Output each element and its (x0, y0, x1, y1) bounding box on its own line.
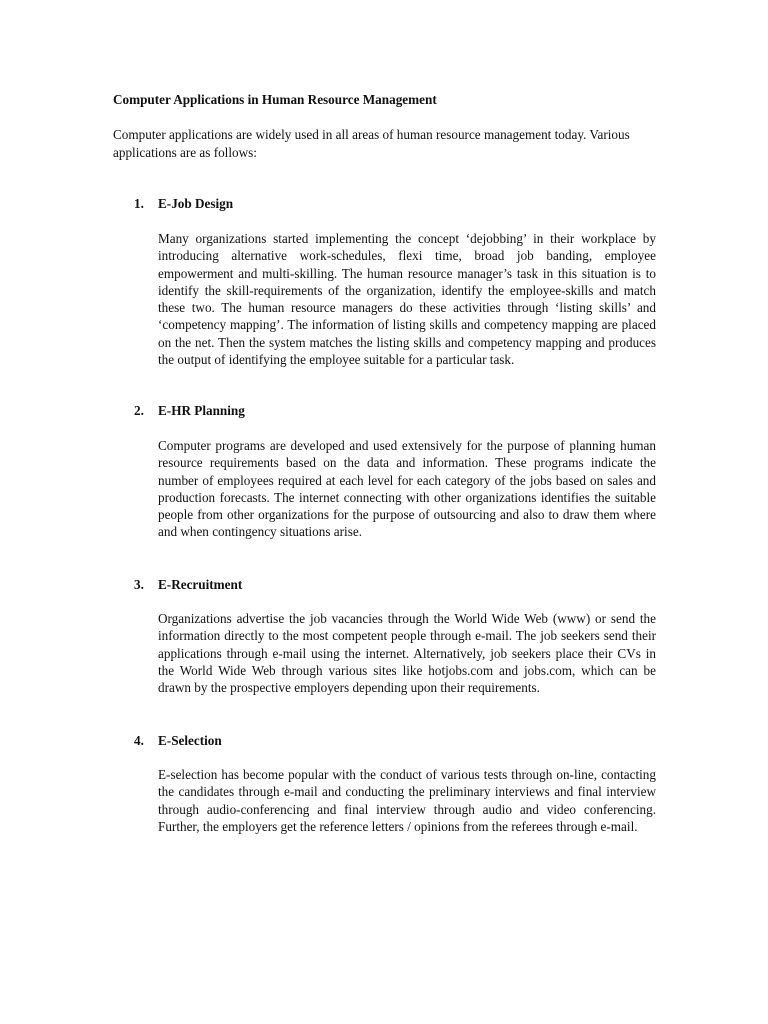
section-number: 4. (134, 733, 144, 748)
section-heading-e-recruitment (134, 576, 242, 593)
section-heading-e-selection (134, 732, 222, 749)
section-body-e-recruitment: Organizations advertise the job vacancies through the World Wide Web (www) or send the information directly to the most competent people through e-mail. The job seekers send their applications through e-mail using the internet. Alternatively, job seekers place their CVs in the World Wide Web through various sites like hotjobs.com and jobs.com, which can be drawn by the prospective employers depending upon their requirements. (158, 611, 656, 696)
section-number: 2. (134, 403, 144, 418)
section-title: E-Recruitment (158, 577, 243, 592)
document-title: Computer Applications in Human Resource Management (113, 92, 437, 107)
section-body-e-selection: E-selection has become popular with the conduct of various tests through on-line, contacting the candidates through e-mail and conducting the preliminary interviews and final interview through audio-conferencing and final interview through audio and video conferencing. Further, the employers get the reference letters / opinions from the referees through e-mail. (158, 767, 656, 834)
section-heading-e-job-design (134, 195, 233, 212)
section-body-e-job-design: Many organizations started implementing the concept ‘dejobbing’ in their workplace by introducing alternative work-schedules, flexi time, broad job banding, employee empowerment and multi-skilling. The human resource manager’s task in this situation is to identify the skill-requirements of the organization, identify the employee-skills and match these two. The human resource managers do these activities through ‘listing skills’ and ‘competency mapping’. The information of listing skills and competency mapping are placed on the net. Then the system matches the listing skills and competency mapping and produces the output of identifying the employee suitable for a particular task. (158, 231, 656, 368)
section-number: 1. (134, 196, 144, 211)
section-title: E-HR Planning (158, 403, 245, 418)
section-number: 3. (134, 577, 144, 592)
section-body-e-hr-planning: Computer programs are developed and used extensively for the purpose of planning human resource requirements based on the data and information. These programs indicate the number of employees required at each level for each category of the jobs based on sales and production forecasts. The internet connecting with other organizations identifies the suitable people from other organizations for the purpose of outsourcing and also to draw them where and when contingency situations arise. (158, 438, 656, 540)
section-title: E-Selection (158, 733, 222, 748)
intro-paragraph: Computer applications are widely used in all areas of human resource management today. Various applications are as follows: (113, 127, 630, 160)
section-heading-e-hr-planning (134, 402, 245, 419)
section-title: E-Job Design (158, 196, 234, 211)
